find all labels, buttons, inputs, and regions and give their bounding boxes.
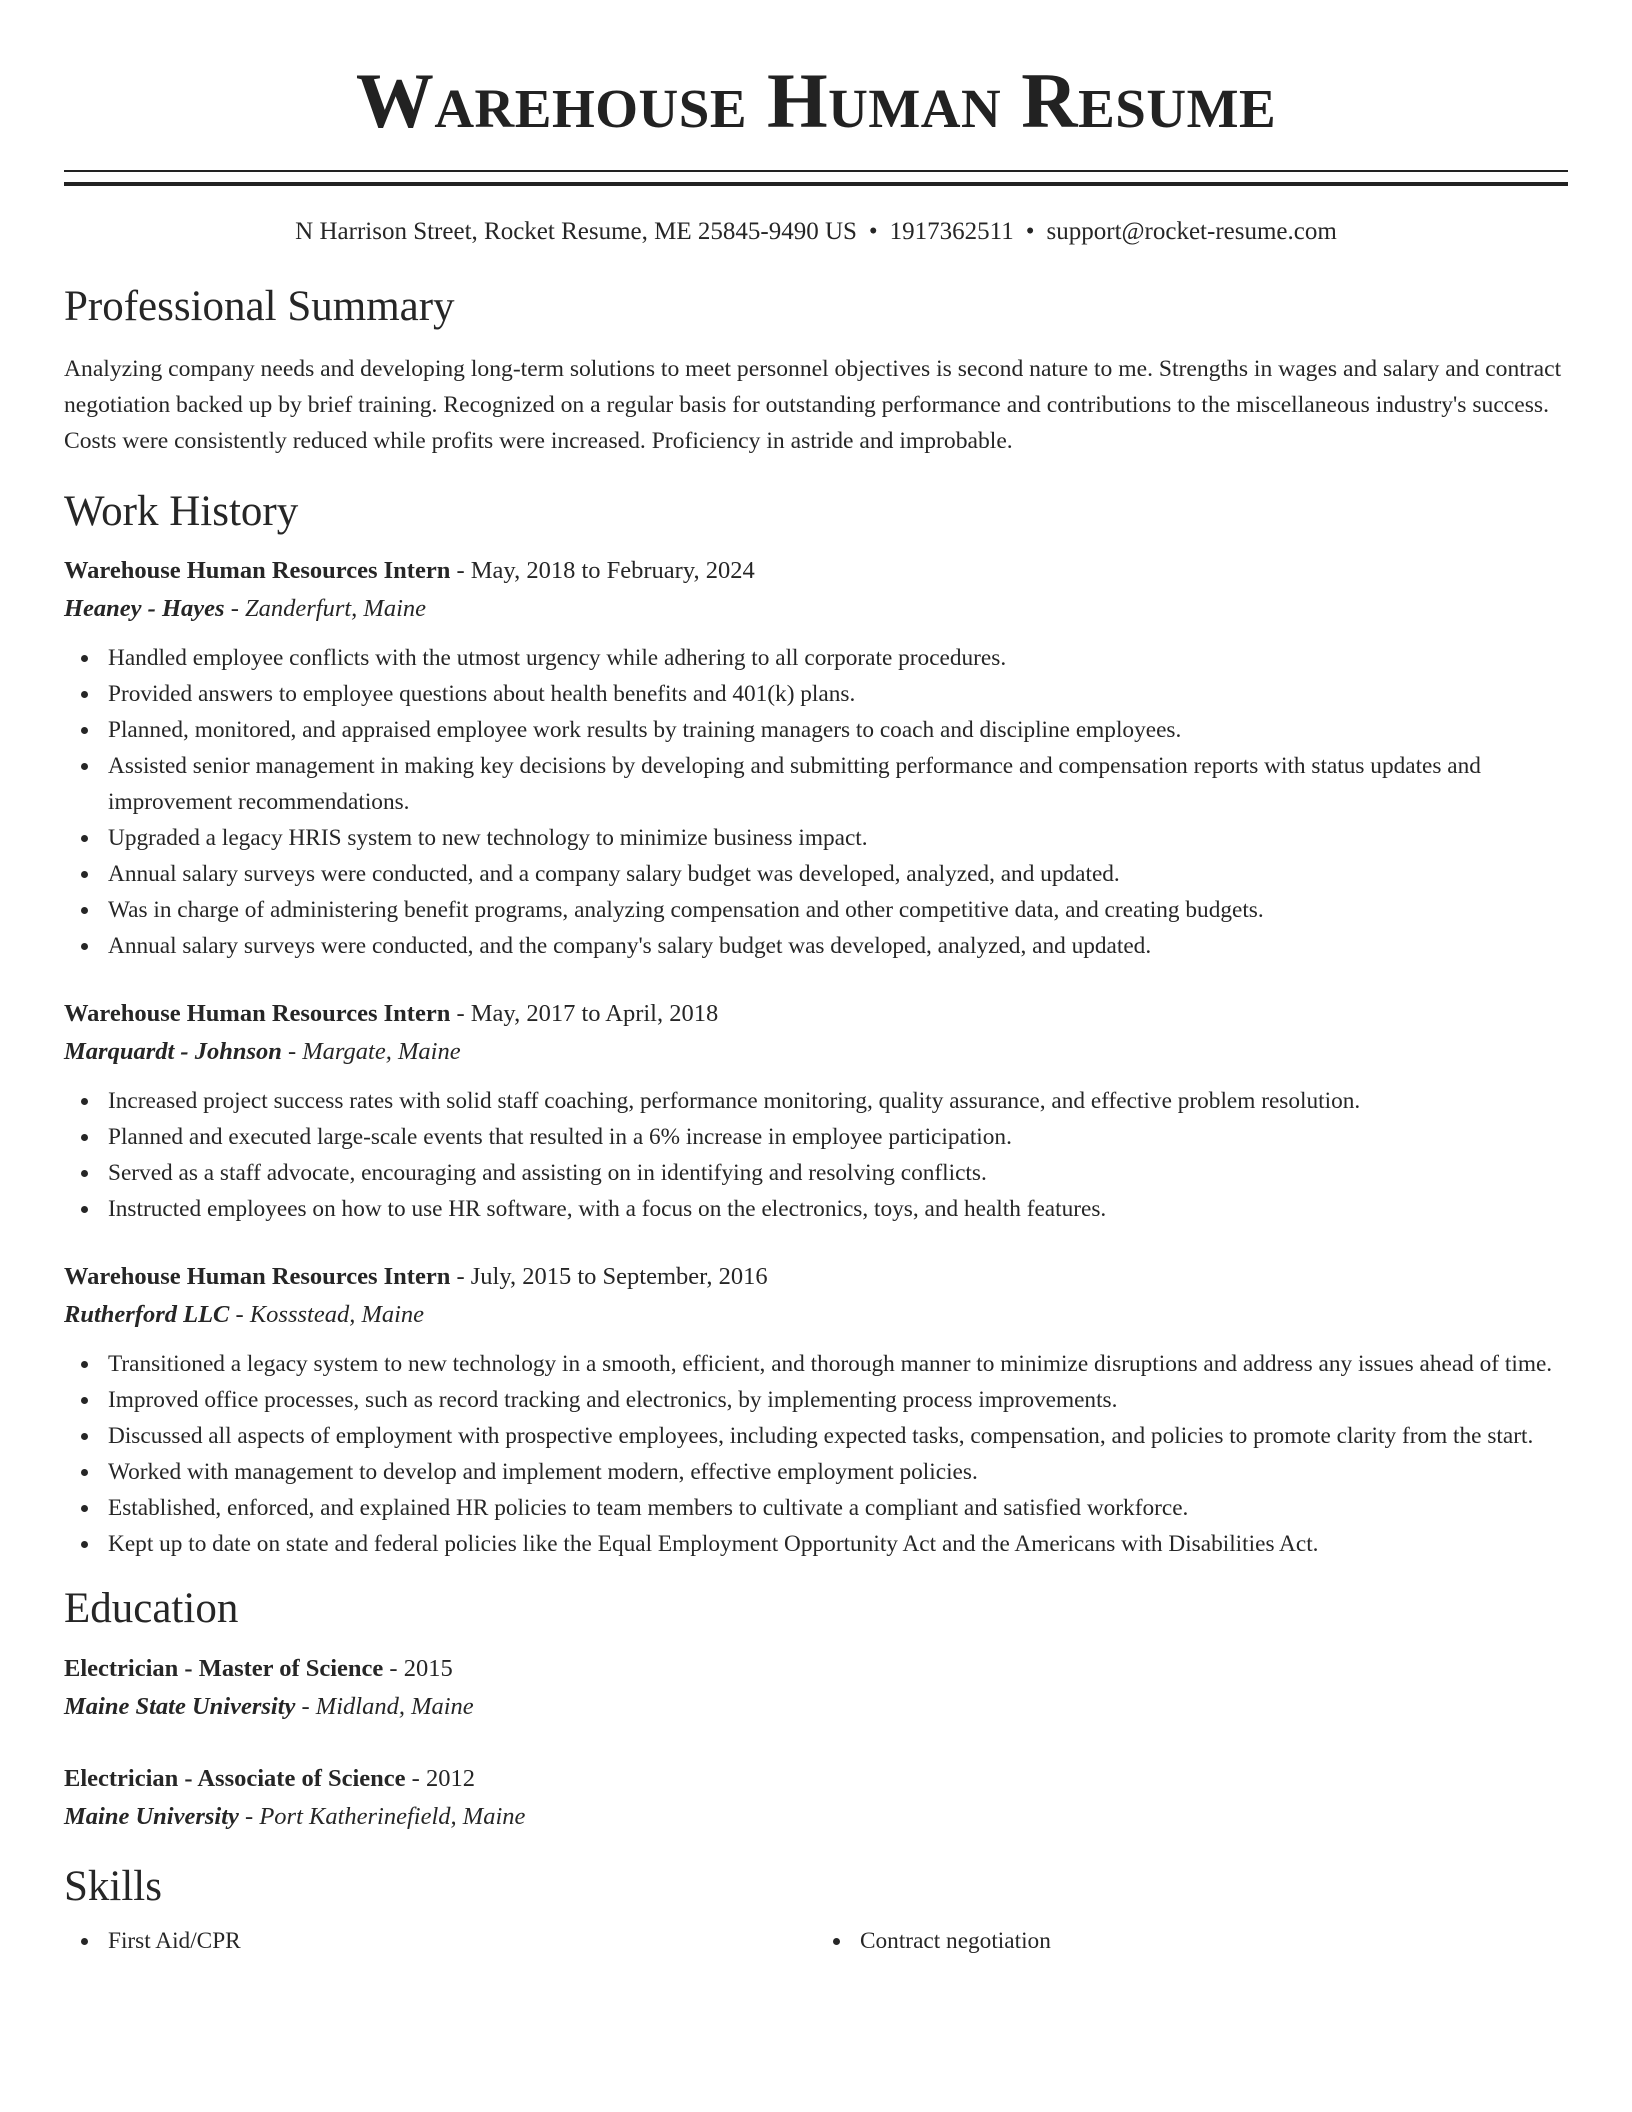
job-bullet: Increased project success rates with solid staff coaching, performance monitoring, quality assurance, and effective problem resolution. xyxy=(108,1083,1568,1119)
job-company: Marquardt - Johnson xyxy=(64,1038,282,1066)
job-bullet: Improved office processes, such as record tracking and electronics, by implementing process improvements. xyxy=(108,1382,1568,1418)
job-dates: - July, 2015 to September, 2016 xyxy=(450,1263,768,1291)
summary-text: Analyzing company needs and developing long-term solutions to meet personnel objectives is second nature to me. Strengths in wages and salary and contract negotiation backed up by brief training. Recognized on a regular basis for outstanding performance and contributions to the miscellaneous industry's success. Costs were consistently reduced while profits were increased. Proficiency in astride and improbable. xyxy=(64,355,1562,454)
education-location: - Port Katherinefield, Maine xyxy=(238,1802,526,1830)
contact-separator: • xyxy=(1025,217,1035,245)
job-bullet: Annual salary surveys were conducted, and the company's salary budget was developed, analyzed, and updated. xyxy=(108,928,1568,964)
education-school: Maine University xyxy=(64,1802,239,1830)
job-bullet: Planned, monitored, and appraised employee work results by training managers to coach and discipline employees. xyxy=(108,712,1568,748)
job-company-line xyxy=(64,1033,1568,1071)
contact-phone: 1917362511 xyxy=(889,217,1014,245)
job-bullet: Provided answers to employee questions about health benefits and 401(k) plans. xyxy=(108,676,1568,712)
job-company-line xyxy=(64,590,1568,628)
resume-page xyxy=(64,0,1568,1959)
job-bullet: Transitioned a legacy system to new technology in a smooth, efficient, and thorough manner to minimize disruptions and address any issues ahead of time. xyxy=(108,1346,1568,1382)
job-bullet: Planned and executed large-scale events that resulted in a 6% increase in employee participation. xyxy=(108,1119,1568,1155)
job-company: Heaney - Hayes xyxy=(64,595,225,623)
job-company: Rutherford LLC xyxy=(64,1301,230,1329)
job-bullet: Was in charge of administering benefit programs, analyzing compensation and other competitive data, and creating budgets. xyxy=(108,892,1568,928)
skills-list xyxy=(64,1923,1568,1959)
job-title: Warehouse Human Resources Intern xyxy=(64,1000,451,1028)
job-entry xyxy=(64,1258,1568,1562)
job-bullet: Served as a staff advocate, encouraging and assisting on in identifying and resolving conflicts. xyxy=(108,1155,1568,1191)
job-title: Warehouse Human Resources Intern xyxy=(64,1263,451,1291)
skills-column-left xyxy=(64,1923,816,1959)
job-bullet: Kept up to date on state and federal policies like the Equal Employment Opportunity Act and the Americans with Disabilities Act. xyxy=(108,1526,1568,1562)
job-title-line xyxy=(64,552,1568,590)
education-school: Maine State University xyxy=(64,1692,296,1720)
job-bullets xyxy=(64,1083,1568,1227)
resume-title: Warehouse Human Resume xyxy=(355,57,1277,144)
education-degree-line xyxy=(64,1650,1568,1688)
job-location: - Kossstead, Maine xyxy=(229,1301,425,1329)
education-entry xyxy=(64,1760,1568,1836)
education-heading: Education xyxy=(64,1585,239,1633)
skills-heading: Skills xyxy=(64,1862,162,1910)
job-dates: - May, 2018 to February, 2024 xyxy=(450,557,755,585)
job-bullet: Instructed employees on how to use HR software, with a focus on the electronics, toys, and health features. xyxy=(108,1191,1568,1227)
job-bullet: Established, enforced, and explained HR policies to team members to cultivate a compliant and satisfied workforce. xyxy=(108,1490,1568,1526)
education-entry xyxy=(64,1650,1568,1726)
contact-email: support@rocket-resume.com xyxy=(1046,217,1337,245)
job-bullet: Discussed all aspects of employment with prospective employees, including expected tasks, compensation, and policies to promote clarity from the start. xyxy=(108,1418,1568,1454)
job-company-line xyxy=(64,1296,1568,1334)
job-dates: - May, 2017 to April, 2018 xyxy=(450,1000,719,1028)
skills-column-right xyxy=(816,1923,1568,1959)
job-title-line xyxy=(64,995,1568,1033)
job-location: - Margate, Maine xyxy=(281,1038,461,1066)
job-bullets xyxy=(64,1346,1568,1562)
contact-address: N Harrison Street, Rocket Resume, ME 25845-9490 US xyxy=(295,217,857,245)
skill-item: Contract negotiation xyxy=(860,1923,1568,1959)
job-bullets xyxy=(64,640,1568,964)
job-title: Warehouse Human Resources Intern xyxy=(64,557,451,585)
education-degree-line xyxy=(64,1760,1568,1798)
summary-heading: Professional Summary xyxy=(64,283,455,331)
job-entry xyxy=(64,552,1568,964)
job-bullet: Upgraded a legacy HRIS system to new technology to minimize business impact. xyxy=(108,820,1568,856)
contact-separator: • xyxy=(868,217,878,245)
job-title-line xyxy=(64,1258,1568,1296)
education-school-line xyxy=(64,1798,1568,1836)
job-entry xyxy=(64,995,1568,1227)
job-bullet: Assisted senior management in making key decisions by developing and submitting performance and compensation reports with status updates and improvement recommendations. xyxy=(108,748,1568,820)
job-bullet: Annual salary surveys were conducted, and a company salary budget was developed, analyzed, and updated. xyxy=(108,856,1568,892)
job-bullet: Worked with management to develop and implement modern, effective employment policies. xyxy=(108,1454,1568,1490)
education-year: - 2012 xyxy=(405,1764,475,1792)
education-degree: Electrician - Associate of Science xyxy=(64,1764,406,1792)
job-bullet: Handled employee conflicts with the utmost urgency while adhering to all corporate procedures. xyxy=(108,640,1568,676)
title-divider xyxy=(64,170,1568,186)
education-degree: Electrician - Master of Science xyxy=(64,1654,384,1682)
education-year: - 2015 xyxy=(383,1654,453,1682)
job-location: - Zanderfurt, Maine xyxy=(224,595,426,623)
education-school-line xyxy=(64,1688,1568,1726)
contact-line xyxy=(64,216,1568,249)
skill-item: First Aid/CPR xyxy=(108,1923,816,1959)
work-history-heading: Work History xyxy=(64,487,299,535)
education-location: - Midland, Maine xyxy=(295,1692,474,1720)
